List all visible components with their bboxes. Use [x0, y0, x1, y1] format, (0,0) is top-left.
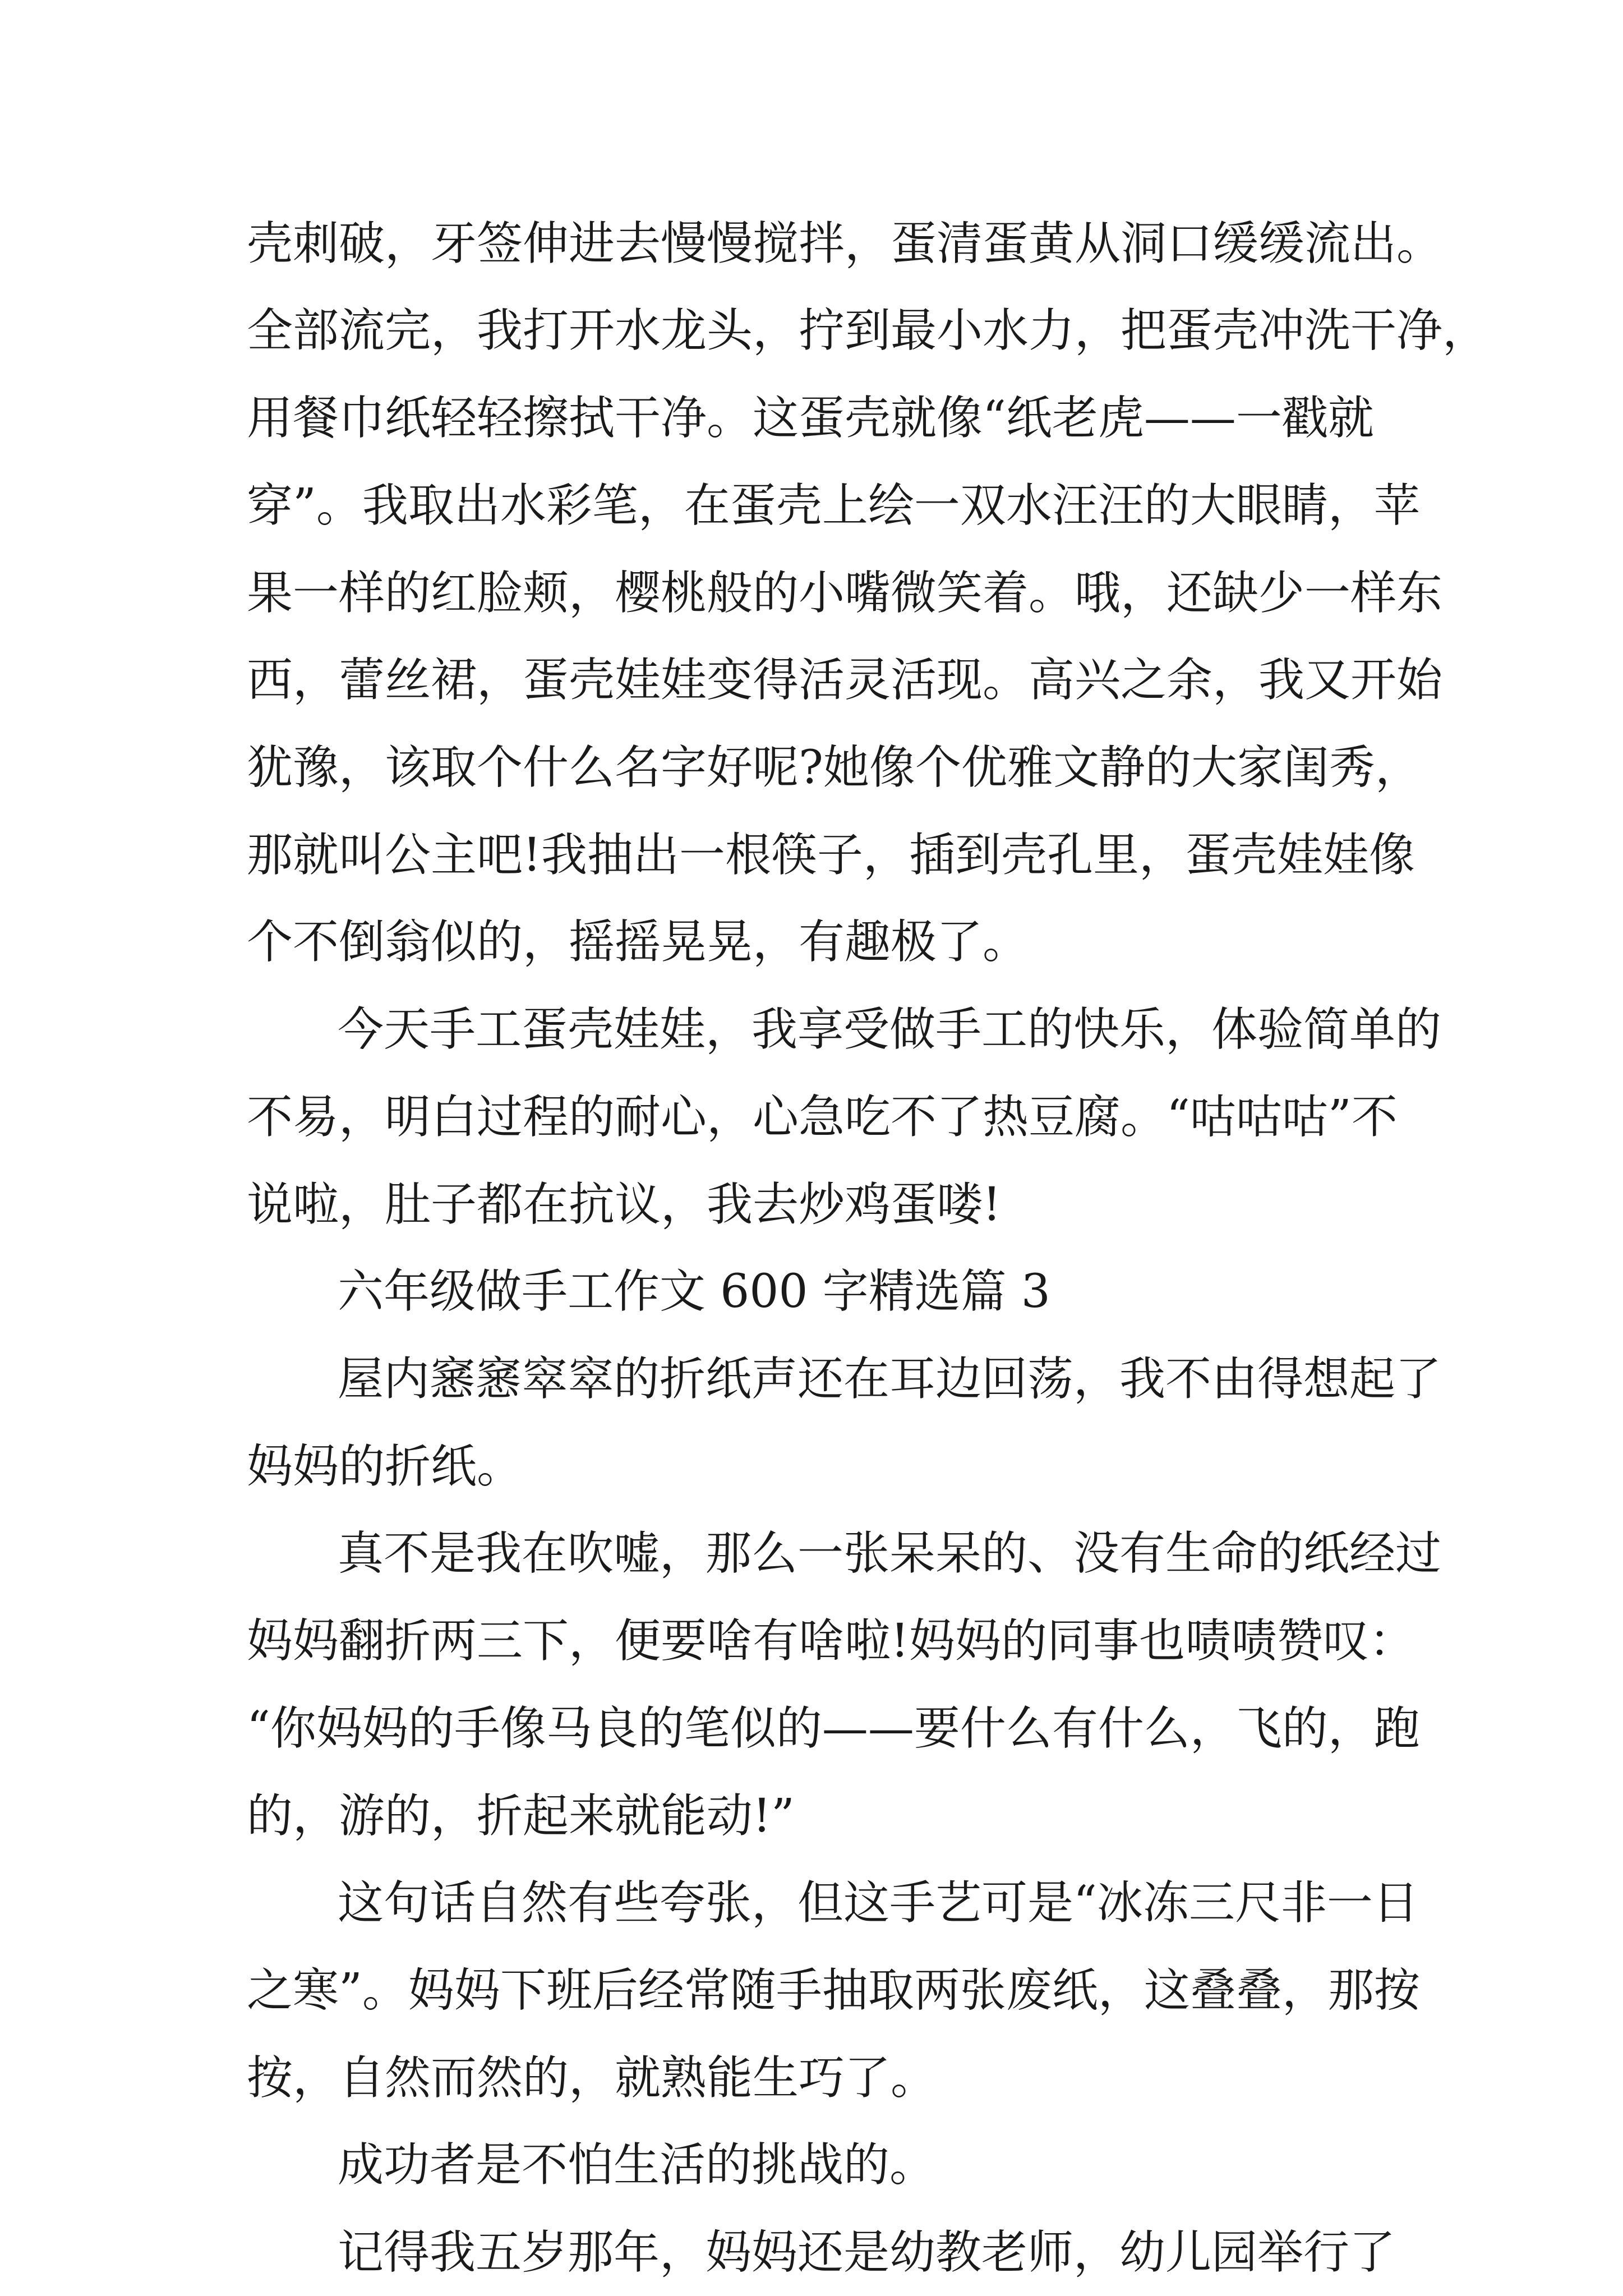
text-line-22: 按，自然而然的，就熟能生巧了。: [247, 2051, 937, 2105]
text-line-24: 记得我五岁那年，妈妈还是幼教老师，幼儿园举行了: [338, 2226, 1396, 2279]
text-line-19: 的，游的，折起来就能动!”: [247, 1789, 795, 1843]
text-line-3: 用餐巾纸轻轻擦拭干净。这蛋壳就像“纸老虎——一戳就: [247, 392, 1374, 445]
text-line-9: 个不倒翁似的，摇摇晃晃，有趣极了。: [247, 915, 1029, 969]
text-line-11: 不易，明白过程的耐心，心急吃不了热豆腐。“咕咕咕”不: [247, 1091, 1398, 1144]
section-heading: 六年级做手工作文 600 字精选篇 3: [338, 1265, 1050, 1318]
text-line-12: 说啦，肚子都在抗议，我去炒鸡蛋喽!: [247, 1178, 1001, 1231]
text-line-4: 穿”。我取出水彩笔，在蛋壳上绘一双水汪汪的大眼睛，苹: [247, 479, 1420, 532]
text-line-7: 犹豫，该取个什么名字好呢?她像个优雅文静的大家闺秀，: [247, 741, 1421, 794]
text-line-10: 今天手工蛋壳娃娃，我享受做手工的快乐，体验简单的: [338, 1003, 1442, 1056]
text-line-21: 之寒”。妈妈下班后经常随手抽取两张废纸，这叠叠，那按: [247, 1964, 1420, 2017]
text-line-8: 那就叫公主吧!我抽出一根筷子，插到壳孔里，蛋壳娃娃像: [247, 829, 1415, 882]
text-line-6: 西，蕾丝裙，蛋壳娃娃变得活灵活现。高兴之余，我又开始: [247, 654, 1443, 707]
text-line-2: 全部流完，我打开水龙头，拧到最小水力，把蛋壳冲洗干净，: [247, 304, 1489, 357]
text-line-1: 壳刺破，牙签伸进去慢慢搅拌，蛋清蛋黄从洞口缓缓流出。: [247, 217, 1443, 270]
text-line-23: 成功者是不怕生活的挑战的。: [338, 2138, 936, 2192]
text-line-16: 真不是我在吹嘘，那么一张呆呆的、没有生命的纸经过: [338, 1527, 1442, 1580]
text-line-5: 果一样的红脸颊，樱桃般的小嘴微笑着。哦，还缺少一样东: [247, 567, 1443, 620]
text-line-15: 妈妈的折纸。: [247, 1440, 523, 1493]
text-line-18: “你妈妈的手像马良的笔似的——要什么有什么，飞的，跑: [247, 1702, 1420, 1755]
text-line-20: 这句话自然有些夸张，但这手艺可是“冰冻三尺非一日: [338, 1876, 1419, 1930]
text-line-14: 屋内窸窸窣窣的折纸声还在耳边回荡，我不由得想起了: [338, 1352, 1442, 1406]
text-line-17: 妈妈翻折两三下，便要啥有啥啦!妈妈的同事也啧啧赞叹：: [247, 1614, 1415, 1668]
